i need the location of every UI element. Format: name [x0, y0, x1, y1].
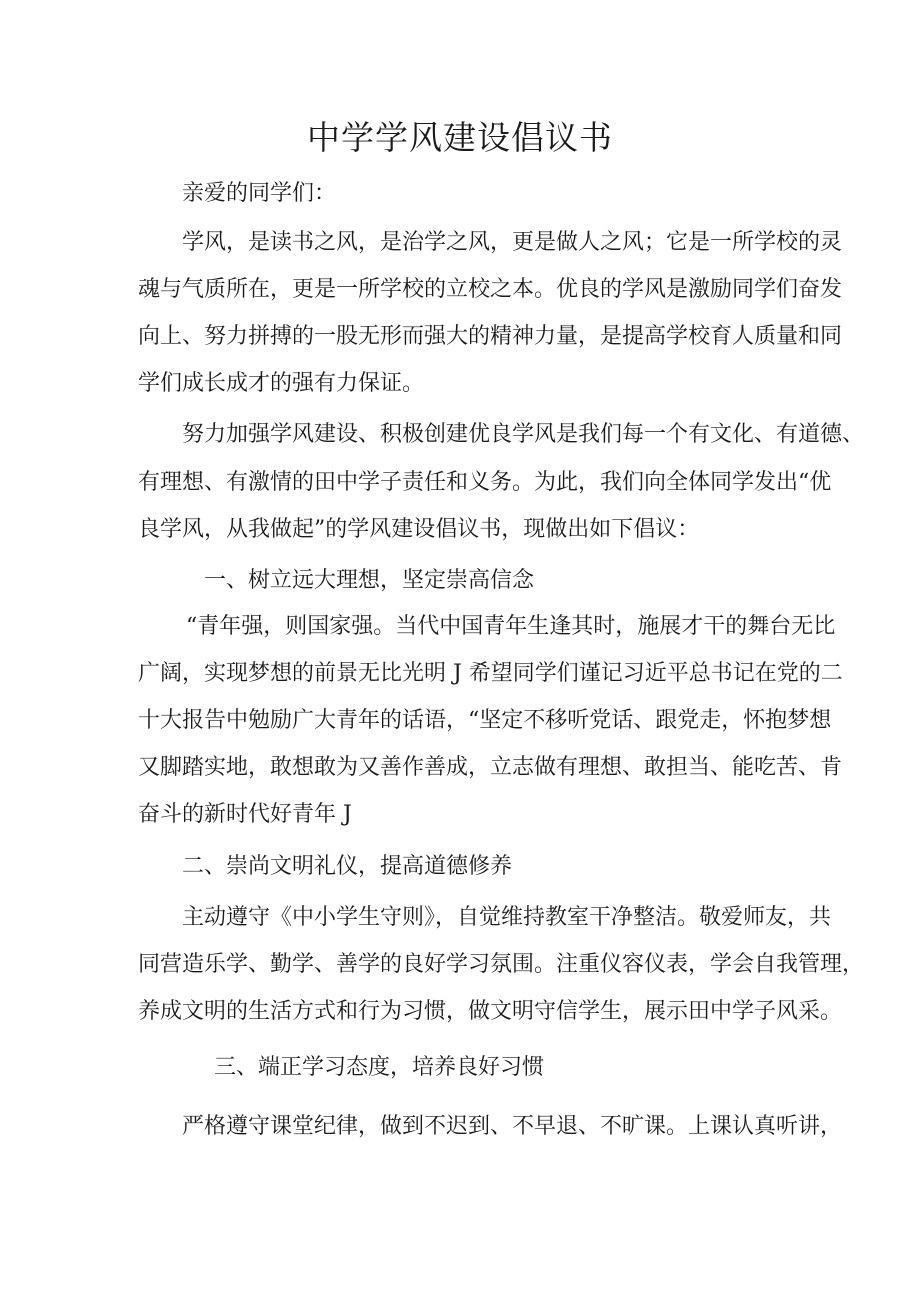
document-title: 中学学风建设倡议书: [307, 118, 613, 157]
section-1-line-3: 十大报告中勉励广大青年的话语，“坚定不移听党话、跟党走，怀抱梦想: [138, 708, 832, 733]
section-1-line-4: 又脚踏实地，敢想敢为又善作善成，立志做有理想、敢担当、能吃苦、肯: [138, 755, 843, 780]
paragraph-1-line-1: 学风，是读书之风，是治学之风，更是做人之风；它是一所学校的灵: [182, 230, 843, 255]
paragraph-1-line-4: 学们成长成才的强有力保证。: [138, 371, 425, 396]
paragraph-2-line-3: 良学风，从我做起”的学风建设倡议书，现做出如下倡议：: [138, 517, 700, 542]
section-2-line-3: 养成文明的生活方式和行为习惯，做文明守信学生，展示田中学子风采。: [138, 999, 843, 1024]
section-1-line-2: 广阔，实现梦想的前景无比光明 J 希望同学们谨记习近平总书记在党的二: [138, 661, 843, 686]
paragraph-1-line-2: 魂与气质所在，更是一所学校的立校之本。优良的学风是激励同学们奋发: [138, 277, 843, 302]
section-3-line-1: 严格遵守课堂纪律，做到不迟到、不早退、不旷课。上课认真听讲，: [182, 1114, 843, 1139]
section-3-heading: 三、端正学习态度，培养良好习惯: [214, 1055, 545, 1080]
section-1-line-1: “青年强，则国家强。当代中国青年生逢其时，施展才干的舞台无比: [186, 614, 836, 639]
section-1-line-5: 奋斗的新时代好青年 J: [138, 802, 352, 827]
greeting: 亲爱的同学们：: [182, 181, 337, 206]
paragraph-2-line-1: 努力加强学风建设、积极创建优良学风是我们每一个有文化、有道德、: [182, 422, 865, 447]
section-1-heading: 一、树立远大理想，坚定崇高信念: [204, 568, 535, 593]
paragraph-2-line-2: 有理想、有激情的田中学子责任和义务。为此，我们向全体同学发出“优: [138, 470, 832, 495]
paragraph-1-line-3: 向上、努力拼搏的一股无形而强大的精神力量，是提高学校育人质量和同: [138, 324, 843, 349]
section-2-line-2: 同营造乐学、勤学、善学的良好学习氛围。注重仪容仪表，学会自我管理，: [138, 952, 865, 977]
section-2-line-1: 主动遵守《中小学生守则》，自觉维持教室干净整洁。敬爱师友，共: [182, 905, 832, 930]
section-2-heading: 二、崇尚文明礼仪，提高道德修养: [182, 854, 513, 879]
